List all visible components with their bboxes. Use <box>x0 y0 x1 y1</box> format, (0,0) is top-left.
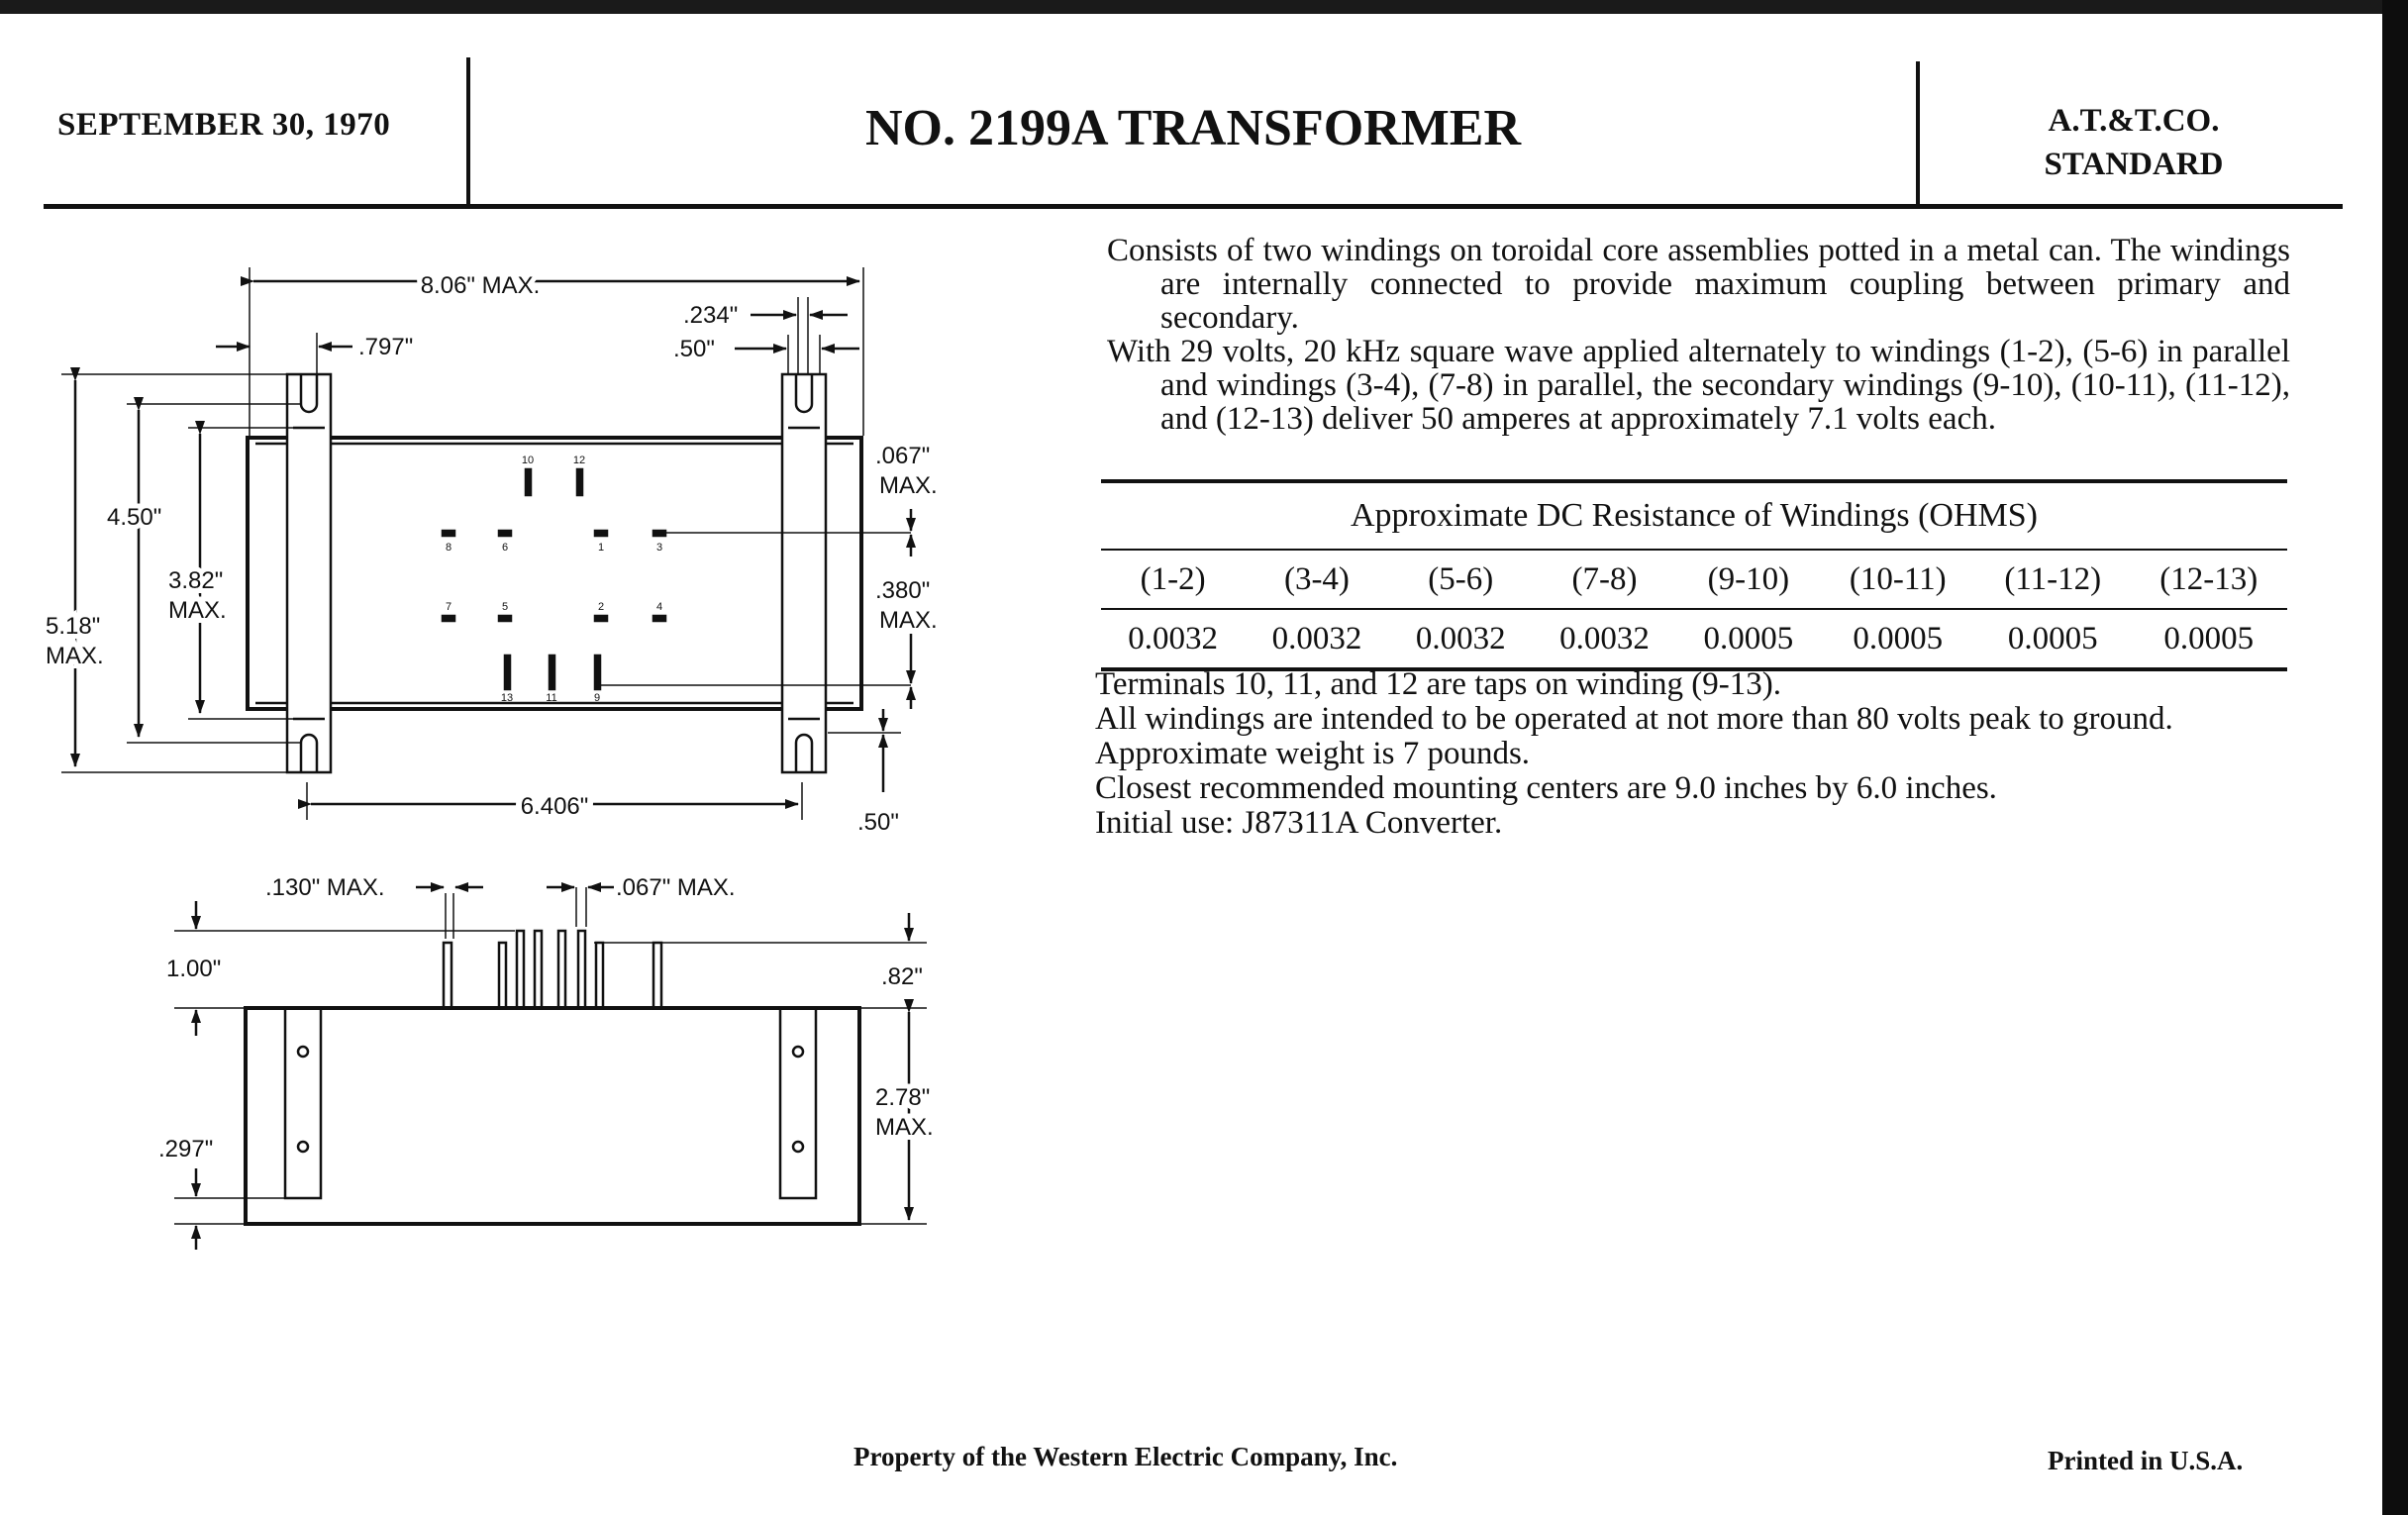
terminal-number: 6 <box>501 542 509 554</box>
tab-width-label: .50" <box>673 336 715 362</box>
terminal-number: 8 <box>445 542 452 554</box>
resistance-value: 0.0032 <box>1101 609 1245 669</box>
slot-width-label: .234" <box>683 302 739 329</box>
note: Closest recommended mounting centers are 9.0 inches by 6.0 inches. <box>1095 770 1997 806</box>
header-divider-right <box>1916 61 1920 208</box>
body-height-max: MAX. <box>875 1114 934 1141</box>
footer-property: Property of the Western Electric Company, Inc. <box>853 1442 1398 1471</box>
note: All windings are intended to be operated at not more than 80 volts peak to ground. <box>1095 701 2173 737</box>
mechanical-drawing <box>0 0 990 1287</box>
terminal-height-label: 1.00" <box>166 956 222 982</box>
height-overall-max: MAX. <box>46 643 104 669</box>
terminal-number: 1 <box>597 542 605 554</box>
slot-offset-label: .797" <box>358 334 414 360</box>
resistance-table-caption: Approximate DC Resistance of Windings (OHMS) <box>1101 481 2287 550</box>
winding-header: (3-4) <box>1245 550 1388 609</box>
resistance-value: 0.0005 <box>1975 609 2131 669</box>
description <box>1107 234 2290 436</box>
mounting-tab-right <box>782 374 826 772</box>
terminal-number: 2 <box>597 601 605 613</box>
winding-header: (11-12) <box>1975 550 2131 609</box>
description-paragraph: With 29 volts, 20 kHz square wave applied alternately to windings (1-2), (5-6) in parallel and windings (3-4), (7-8) in parallel, the secondary windings (9-10), (10-11), (11-12), and (12-13) deliver 50 amperes at approximately 7.1 volts each. <box>1107 334 2290 437</box>
description-paragraph: Consists of two windings on toroidal core assemblies potted in a metal can. The windings are internally connected to provide maximum coupling between primary and secondary. <box>1107 233 2290 336</box>
resistance-value: 0.0032 <box>1389 609 1533 669</box>
terminal-number: 10 <box>521 454 535 466</box>
height-overall-value: 5.18" <box>46 613 101 640</box>
overall-length-label: 8.06" MAX. <box>420 272 541 299</box>
terminal-number: 3 <box>655 542 663 554</box>
terminal-number: 13 <box>500 692 514 704</box>
resistance-value: 0.0032 <box>1245 609 1388 669</box>
height-body-max: MAX. <box>168 597 227 624</box>
footer-printed: Printed in U.S.A. <box>2048 1446 2244 1475</box>
height-outer-label: 4.50" <box>107 504 162 531</box>
winding-header: (1-2) <box>1101 550 1245 609</box>
terminal-number: 11 <box>546 692 557 704</box>
side-view-labels <box>158 874 934 1162</box>
mounting-tab-left <box>287 374 331 772</box>
note: Approximate weight is 7 pounds. <box>1095 736 1531 771</box>
winding-header: (5-6) <box>1389 550 1533 609</box>
tab-depth-label: .50" <box>857 809 899 836</box>
winding-header: (9-10) <box>1676 550 1820 609</box>
terminal-spacing-max: MAX. <box>879 607 938 634</box>
side-terminal <box>444 943 452 1008</box>
terminal-number: 7 <box>445 601 452 613</box>
terminal-spacing-value: .380" <box>875 577 931 604</box>
winding-header: (12-13) <box>2130 550 2287 609</box>
resistance-value: 0.0005 <box>1820 609 1975 669</box>
note: Terminals 10, 11, and 12 are taps on winding (9-13). <box>1095 666 1781 702</box>
terminal-number: 4 <box>655 601 663 613</box>
winding-header: (10-11) <box>1820 550 1975 609</box>
height-body-value: 3.82" <box>168 567 224 594</box>
body-height-value: 2.78" <box>875 1084 931 1111</box>
side-tab-left <box>285 1008 321 1198</box>
issue-date: SEPTEMBER 30, 1970 <box>57 107 391 143</box>
terminal-gap-value: .067" <box>875 443 931 469</box>
resistance-value: 0.0032 <box>1533 609 1676 669</box>
winding-header: (7-8) <box>1533 550 1676 609</box>
standard-line-2: STANDARD <box>2044 147 2224 182</box>
resistance-value: 0.0005 <box>2130 609 2287 669</box>
standard-line-1: A.T.&T.CO. <box>2048 103 2220 139</box>
terminal-number: 12 <box>572 454 586 466</box>
notes <box>1095 667 2288 841</box>
transformer-body-side-view <box>246 1008 859 1224</box>
terminal-thickness-label: .130" MAX. <box>265 874 385 901</box>
terminal-height-right-label: .82" <box>881 963 923 990</box>
resistance-value: 0.0005 <box>1676 609 1820 669</box>
terminal-number: 9 <box>593 692 601 704</box>
resistance-table <box>1101 479 2287 671</box>
side-tab-right <box>780 1008 816 1198</box>
scan-edge-right <box>2382 0 2408 1515</box>
page-title: NO. 2199A TRANSFORMER <box>864 100 1522 156</box>
terminal-number: 5 <box>501 601 509 613</box>
hole-offset-label: .297" <box>158 1136 214 1162</box>
terminal-gap-max: MAX. <box>879 472 938 499</box>
standard-label <box>1965 99 2302 186</box>
note: Initial use: J87311A Converter. <box>1095 805 1503 841</box>
terminal-width-label: .067" MAX. <box>616 874 736 901</box>
mount-spacing-label: 6.406" <box>520 793 589 820</box>
